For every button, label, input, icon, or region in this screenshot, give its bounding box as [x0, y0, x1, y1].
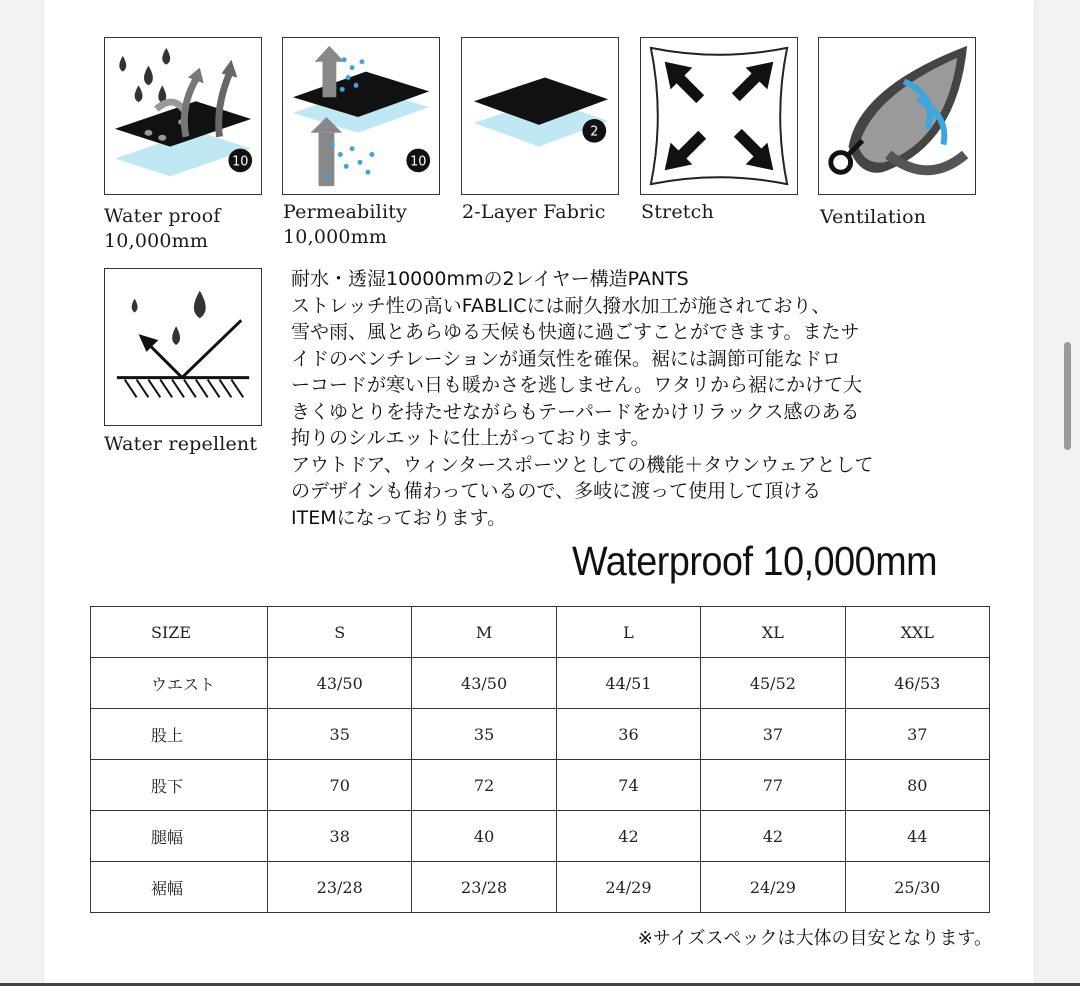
- waterproof-badge: 10: [232, 154, 249, 170]
- description-line: きくゆとりを持たせながらもテーパードをかけリラックス感のある: [291, 400, 860, 423]
- size-table: [90, 606, 990, 913]
- header-cell: M: [412, 607, 556, 658]
- row-label: 腿幅: [91, 811, 268, 862]
- header-cell: SIZE: [91, 607, 268, 658]
- row-label: 裾幅: [91, 862, 268, 913]
- table-cell: 46/53: [845, 658, 989, 709]
- waterproof-caption: [104, 204, 221, 254]
- permeability-label: Permeability: [283, 201, 408, 223]
- scrollbar[interactable]: [1064, 342, 1071, 450]
- size-note: ※サイズスペックは大体の目安となります。: [637, 928, 992, 949]
- row-label: ウエスト: [91, 658, 268, 709]
- stretch-caption: [641, 200, 714, 225]
- table-cell: 42: [701, 811, 845, 862]
- description-line: のデザインも備わっているので、多岐に渡って使用して頂ける: [291, 480, 822, 502]
- row-label: 股上: [91, 709, 268, 760]
- header-cell: XL: [701, 607, 845, 658]
- table-row: [91, 709, 990, 760]
- two-layer-caption: [462, 200, 606, 225]
- description-line: ITEMになっております。: [291, 506, 507, 529]
- table-header-row: [91, 607, 990, 658]
- table-cell: 37: [845, 709, 989, 760]
- ventilation-caption: [820, 205, 926, 230]
- stretch-label: Stretch: [641, 201, 714, 223]
- permeability-value: 10,000mm: [283, 226, 388, 248]
- table-cell: 23/28: [268, 862, 412, 913]
- table-cell: 70: [268, 760, 412, 811]
- description-line: ーコードが寒い日も暖かさを逃しません。ワタリから裾にかけて大: [291, 374, 862, 396]
- waterproof-icon: [104, 37, 262, 195]
- table-cell: 42: [556, 811, 700, 862]
- table-row: [91, 811, 990, 862]
- permeability-badge: 10: [410, 154, 427, 170]
- waterproof-headline: Waterproof 10,000mm: [572, 538, 938, 584]
- table-cell: 36: [556, 709, 700, 760]
- table-cell: 38: [268, 811, 412, 862]
- water-repellent-caption: [104, 432, 257, 457]
- table-cell: 74: [556, 760, 700, 811]
- permeability-caption: [283, 200, 407, 250]
- permeability-icon: [282, 37, 440, 195]
- table-cell: 45/52: [701, 658, 845, 709]
- header-cell: L: [556, 607, 700, 658]
- water-repellent-icon: [104, 268, 262, 426]
- table-cell: 25/30: [845, 862, 989, 913]
- table-row: [91, 760, 990, 811]
- description-line: 拘りのシルエットに仕上がっております。: [291, 427, 650, 449]
- table-cell: 44/51: [556, 658, 700, 709]
- ventilation-icon: [818, 37, 976, 195]
- table-row: [91, 658, 990, 709]
- waterproof-value: 10,000mm: [104, 230, 209, 252]
- header-cell: S: [268, 607, 412, 658]
- table-cell: 23/28: [412, 862, 556, 913]
- table-cell: 72: [412, 760, 556, 811]
- description-line: 雪や雨、風とあらゆる天候も快適に過ごすことができます。またサ: [291, 321, 860, 343]
- ventilation-label: Ventilation: [820, 206, 927, 228]
- two-layer-fabric-icon: [461, 37, 619, 195]
- description-line: アウトドア、ウィンタースポーツとしての機能＋タウンウェアとして: [291, 453, 874, 476]
- table-cell: 40: [412, 811, 556, 862]
- stretch-icon: [640, 37, 798, 195]
- table-cell: 35: [268, 709, 412, 760]
- table-cell: 35: [412, 709, 556, 760]
- two-layer-badge: 2: [590, 124, 599, 140]
- table-cell: 43/50: [412, 658, 556, 709]
- product-description: [291, 266, 971, 531]
- waterproof-label: Water proof: [104, 205, 221, 227]
- table-row: [91, 862, 990, 913]
- table-cell: 43/50: [268, 658, 412, 709]
- table-cell: 24/29: [556, 862, 700, 913]
- table-cell: 37: [701, 709, 845, 760]
- table-cell: 44: [845, 811, 989, 862]
- table-cell: 24/29: [701, 862, 845, 913]
- table-cell: 80: [845, 760, 989, 811]
- header-cell: XXL: [845, 607, 989, 658]
- table-cell: 77: [701, 760, 845, 811]
- description-line: イドのベンチレーションが通気性を確保。裾には調節可能なドロ: [291, 347, 841, 370]
- description-line: ストレッチ性の高いFABLICには耐久撥水加工が施されており、: [291, 294, 831, 317]
- row-label: 股下: [91, 760, 268, 811]
- water-repellent-label: Water repellent: [104, 433, 258, 455]
- two-layer-label: 2-Layer Fabric: [462, 201, 606, 223]
- description-line: 耐水・透湿10000mmの2レイヤー構造PANTS: [291, 268, 689, 290]
